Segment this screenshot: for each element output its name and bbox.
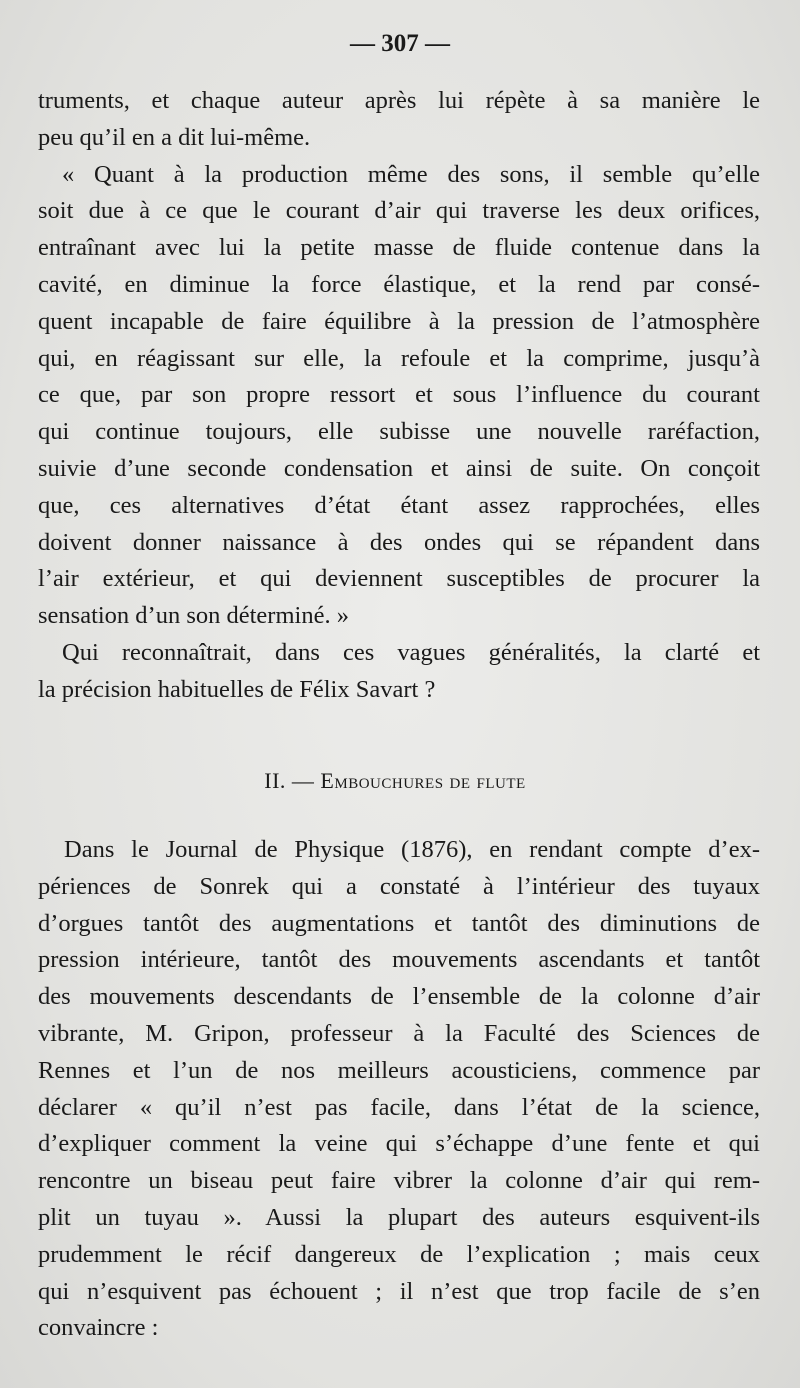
text-line: suivie d’une seconde condensation et ainsi de suite. On conçoit — [38, 454, 760, 482]
text-line: convaincre : — [38, 1314, 159, 1342]
text-line: l’air extérieur, et qui deviennent susceptibles de procurer la — [38, 565, 760, 593]
section-heading-title: Embouchures de flute — [320, 768, 526, 793]
text-block-lower — [38, 832, 760, 1347]
text-line: truments, et chaque auteur après lui répète à sa manière le — [38, 87, 760, 114]
text-line: sensation d’un son déterminé. » — [38, 602, 349, 630]
text-line: d’expliquer comment la veine qui s’échappe d’une fente et qui — [38, 1130, 760, 1158]
text-line: déclarer « qu’il n’est pas facile, dans l’état de la science, — [38, 1093, 760, 1121]
text-line: vibrante, M. Gripon, professeur à la Faculté des Sciences de — [38, 1019, 760, 1047]
text-line: soit due à ce que le courant d’air qui traverse les deux orifices, — [38, 197, 760, 225]
text-line: périences de Sonrek qui a constaté à l’intérieur des tuyaux — [38, 872, 760, 900]
text-line: qui continue toujours, elle subisse une nouvelle raréfaction, — [38, 418, 760, 446]
text-line: qui n’esquivent pas échouent ; il n’est que trop facile de s’en — [38, 1277, 760, 1305]
text-line: que, ces alternatives d’état étant assez rapprochées, elles — [38, 491, 760, 519]
text-line: pression intérieure, tantôt des mouvements ascendants et tantôt — [38, 946, 760, 974]
text-line: prudemment le récif dangereux de l’explication ; mais ceux — [38, 1240, 760, 1268]
text-line: Dans le Journal de Physique (1876), en rendant compte d’ex- — [64, 836, 760, 863]
text-line: quent incapable de faire équilibre à la pression de l’atmosphère — [38, 307, 760, 335]
text-line: d’orgues tantôt des augmentations et tantôt des diminutions de — [38, 909, 760, 937]
text-line: la précision habituelles de Félix Savart ? — [38, 675, 436, 703]
section-heading-number: II. — — [264, 768, 321, 793]
text-line: ce que, par son propre ressort et sous l’influence du courant — [38, 381, 760, 409]
text-line: rencontre un biseau peut faire vibrer la colonne d’air qui rem- — [38, 1167, 760, 1195]
text-line: doivent donner naissance à des ondes qui se répandent dans — [38, 528, 760, 556]
section-heading — [0, 768, 790, 794]
text-line: plit un tuyau ». Aussi la plupart des auteurs esquivent-ils — [38, 1203, 760, 1231]
text-line: entraînant avec lui la petite masse de fluide contenue dans la — [38, 234, 760, 262]
text-line: Rennes et l’un de nos meilleurs acousticiens, commence par — [38, 1056, 760, 1084]
text-line: qui, en réagissant sur elle, la refoule et la comprime, jusqu’à — [38, 344, 760, 372]
text-line: peu qu’il en a dit lui-même. — [38, 123, 311, 151]
text-line: Qui reconnaîtrait, dans ces vagues généralités, la clarté et — [62, 638, 760, 666]
text-line: cavité, en diminue la force élastique, et la rend par consé- — [38, 270, 760, 298]
text-line: des mouvements descendants de l’ensemble de la colonne d’air — [38, 983, 760, 1011]
text-line: « Quant à la production même des sons, il semble qu’elle — [62, 160, 760, 188]
page-number: — 307 — — [350, 30, 450, 57]
text-block-upper — [38, 83, 760, 709]
